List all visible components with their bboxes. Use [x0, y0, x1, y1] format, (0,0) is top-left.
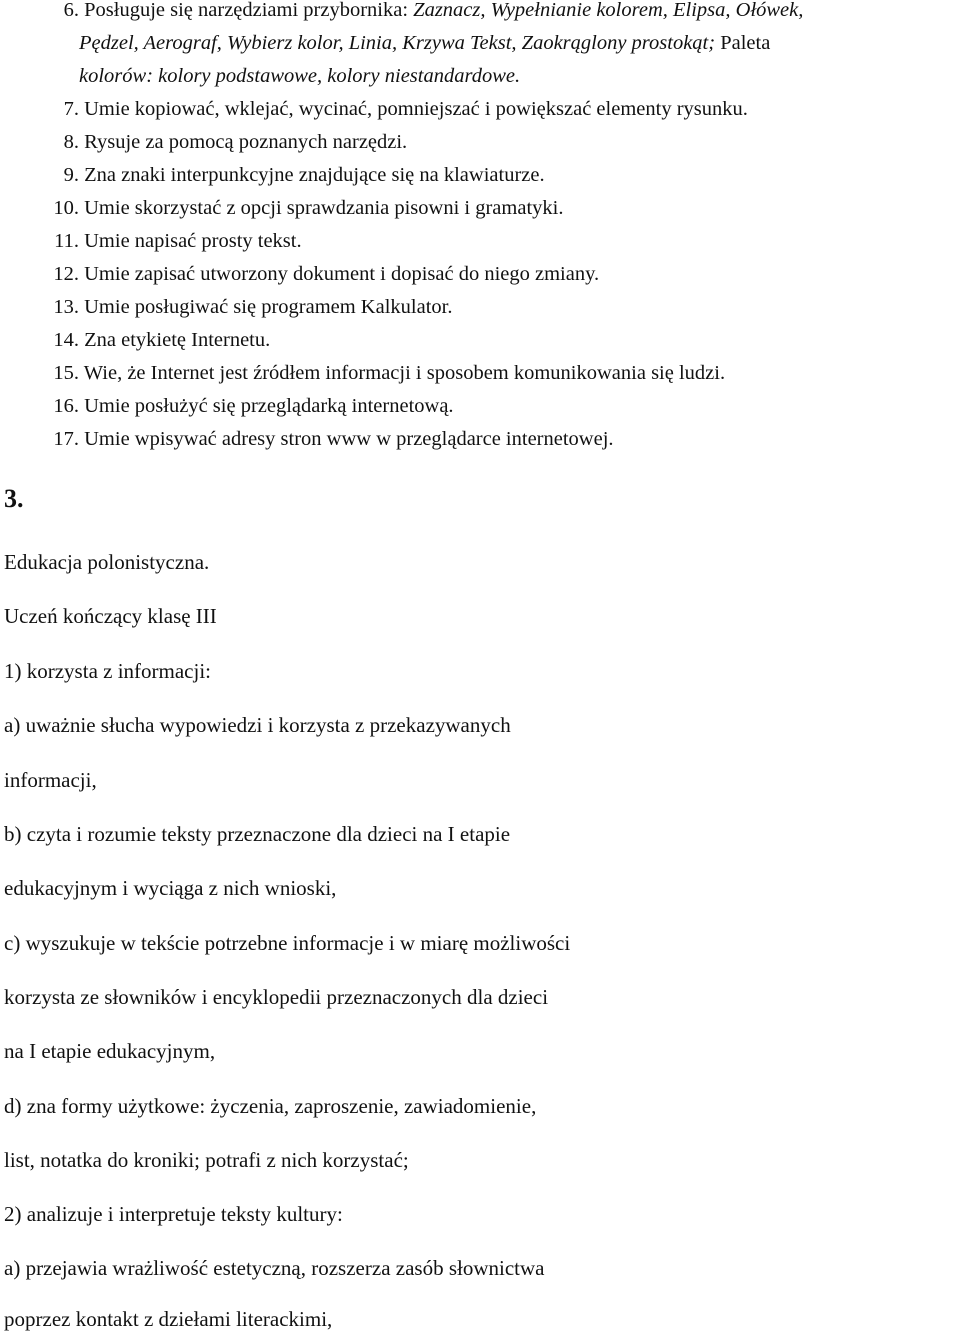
list-text-italic: Zaznacz, Wypełnianie kolorem, Elipsa, Ołówek,: [413, 0, 804, 21]
list-number: 17.: [53, 428, 79, 450]
list-item-17: [38, 423, 614, 456]
list-text: Umie napisać prosty tekst.: [84, 230, 302, 252]
list-item-6: [38, 0, 803, 27]
list-number: 14.: [53, 329, 79, 351]
list-item-6-line-2: [79, 27, 770, 60]
list-number: 16.: [53, 395, 79, 417]
list-item-12: [38, 258, 599, 291]
paragraph-line: informacji,: [4, 768, 97, 792]
list-number: 7.: [63, 98, 79, 120]
list-number: 13.: [53, 296, 79, 318]
list-text: Wie, że Internet jest źródłem informacji i sposobem komunikowania się ludzi.: [83, 362, 726, 384]
list-number: 11.: [54, 230, 79, 252]
list-item-13: [38, 291, 452, 324]
list-text: Umie posługiwać się programem Kalkulator.: [84, 296, 453, 318]
list-number: 8.: [63, 131, 79, 153]
paragraph-line: list, notatka do kroniki; potrafi z nich korzystać;: [4, 1148, 409, 1172]
paragraph-line: a) uważnie słucha wypowiedzi i korzysta z przekazywanych: [4, 713, 511, 737]
list-number: 9.: [63, 164, 79, 186]
list-item-15: [38, 357, 725, 390]
paragraph-line: na I etapie edukacyjnym,: [4, 1039, 216, 1063]
section-title: Edukacja polonistyczna.: [4, 550, 210, 574]
section-number: 3.: [4, 484, 24, 513]
list-text: Posługuje się narzędziami przybornika:: [84, 0, 414, 21]
list-text: Rysuje za pomocą poznanych narzędzi.: [84, 131, 408, 153]
paragraph-line: Uczeń kończący klasę III: [4, 604, 217, 628]
list-item-10: [38, 192, 563, 225]
list-item-9: [38, 159, 545, 192]
paragraph-line: d) zna formy użytkowe: życzenia, zaproszenie, zawiadomienie,: [4, 1094, 537, 1118]
list-number: 10.: [53, 197, 79, 219]
list-text: Umie skorzystać z opcji sprawdzania pisowni i gramatyki.: [84, 197, 564, 219]
paragraph-line: poprzez kontakt z dziełami literackimi,: [4, 1307, 333, 1331]
paragraph-line: a) przejawia wrażliwość estetyczną, rozszerza zasób słownictwa: [4, 1256, 545, 1280]
list-text: Umie posłużyć się przeglądarką internetową.: [84, 395, 454, 417]
list-item-8: [38, 126, 407, 159]
list-item-6-line-3: [79, 60, 520, 93]
list-item-16: [38, 390, 454, 423]
list-item-7: [38, 93, 748, 126]
list-number: 6.: [63, 0, 79, 21]
paragraph-line: edukacyjnym i wyciąga z nich wnioski,: [4, 876, 337, 900]
list-number: 15.: [53, 362, 79, 384]
list-text: Umie kopiować, wklejać, wycinać, pomniejszać i powiększać elementy rysunku.: [84, 98, 748, 120]
list-text-italic: Pędzel, Aerograf, Wybierz kolor, Linia, Krzywa Tekst, Zaokrąglony prostokąt;: [79, 32, 716, 54]
list-text: Umie zapisać utworzony dokument i dopisać do niego zmiany.: [84, 263, 600, 285]
list-number: 12.: [53, 263, 79, 285]
list-item-11: [38, 225, 302, 258]
list-text: Zna etykietę Internetu.: [84, 329, 271, 351]
list-text: Paleta: [715, 32, 771, 54]
list-text: Zna znaki interpunkcyjne znajdujące się na klawiaturze.: [84, 164, 545, 186]
paragraph-line: korzysta ze słowników i encyklopedii przeznaczonych dla dzieci: [4, 985, 549, 1009]
paragraph-line: 2) analizuje i interpretuje teksty kultury:: [4, 1202, 343, 1226]
list-item-14: [38, 324, 270, 357]
list-text: Umie wpisywać adresy stron www w przeglądarce internetowej.: [84, 428, 614, 450]
list-text-italic: kolorów: kolory podstawowe, kolory niestandardowe.: [79, 65, 521, 87]
paragraph-line: b) czyta i rozumie teksty przeznaczone dla dzieci na I etapie: [4, 822, 511, 846]
paragraph-line: c) wyszukuje w tekście potrzebne informacje i w miarę możliwości: [4, 931, 571, 955]
paragraph-line: 1) korzysta z informacji:: [4, 659, 212, 683]
